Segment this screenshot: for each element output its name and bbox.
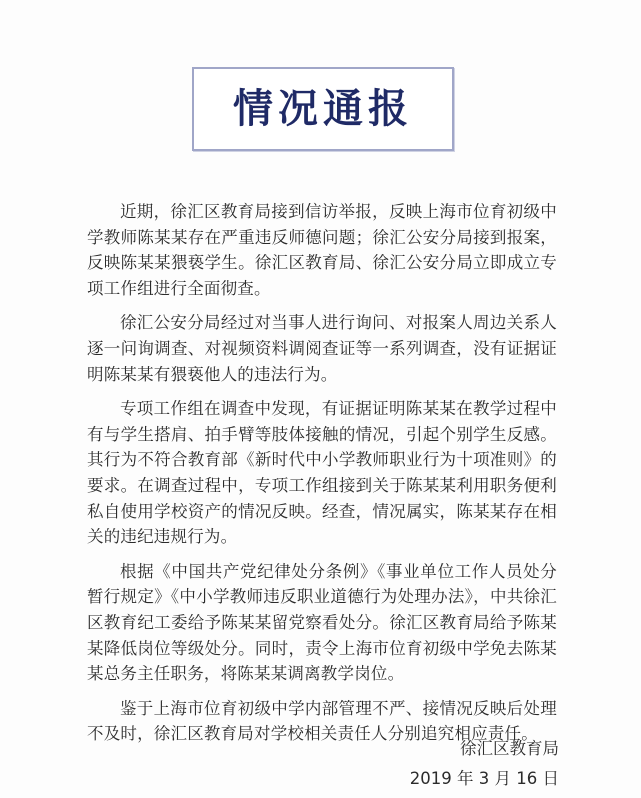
paragraph-4: 根据《中国共产党纪律处分条例》《事业单位工作人员处分暂行规定》《中小学教师违反职业道德行为处理办法》，中共徐汇区教育纪工委给予陈某某留党察看处分。徐汇区教育局给予陈某某降低岗位等级处分。同时，责令上海市位育初级中学免去陈某某总务主任职务，将陈某某调离教学岗位。 (87, 561, 557, 684)
issuer-name: 徐汇区教育局 (460, 739, 559, 758)
paragraph-3: 专项工作组在调查中发现，有证据证明陈某某在教学过程中有与学生搭肩、拍手臂等肢体接触的情况，引起个别学生反感。其行为不符合教育部《新时代中小学教师职业行为十项准则》的要求。在调查过程中，专项工作组接到关于陈某某利用职务便利私自使用学校资产的情况反映。经查，情况属实，陈某某存在相关的违纪违规行为。 (87, 399, 557, 547)
title-box (192, 67, 454, 151)
paragraph-5: 鉴于上海市位育初级中学内部管理不严、接情况反映后处理不及时，徐汇区教育局对学校相关责任人分别追究相应责任。 (87, 698, 557, 744)
paragraph-2: 徐汇公安分局经过对当事人进行询问、对报案人周边关系人逐一问询调查、对视频资料调阅查证等一系列调查，没有证据证明陈某某有猥亵他人的违法行为。 (87, 313, 557, 384)
document-body (87, 199, 557, 756)
document-title: 情况通报 (233, 86, 413, 132)
issue-date: 2019 年 3 月 16 日 (409, 769, 559, 788)
paragraph-1: 近期，徐汇区教育局接到信访举报，反映上海市位育初级中学教师陈某某存在严重违反师德问题；徐汇公安分局接到报案，反映陈某某猥亵学生。徐汇区教育局、徐汇公安分局立即成立专项工作组进行全面彻查。 (87, 202, 557, 298)
signature-block (410, 734, 559, 794)
